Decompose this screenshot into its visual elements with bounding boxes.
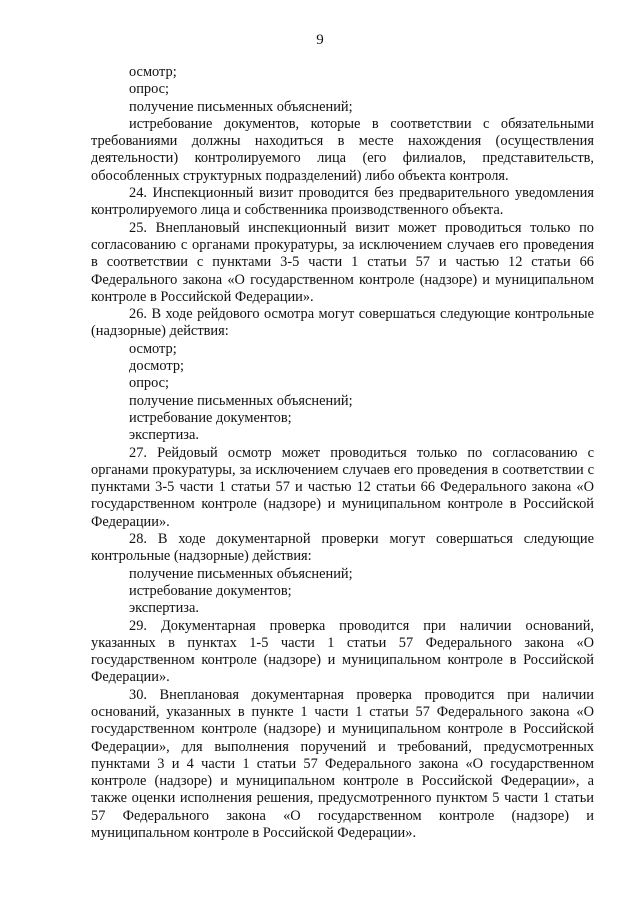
list-item: осмотр; [129, 64, 177, 80]
paragraph-25: 25. Внеплановый инспекционный визит может проводиться только по согласованию с органами прокуратуры, за исключением случаев его проведения в соответствии с пунктами 3-5 части 1 статьи 57 и частью 12 статьи 66 Федерального закона «О государственном контроле (надзоре) и муниципальном контроле в Российской Федерации». [91, 219, 594, 305]
list-item: истребование документов; [129, 409, 292, 426]
page-number: 9 [316, 32, 324, 48]
list-item: экспертиза. [129, 600, 199, 617]
paragraph-24: 24. Инспекционный визит проводится без предварительного уведомления контролируемого лица и собственника производственного объекта. [91, 185, 594, 219]
list-item: опрос; [129, 375, 170, 392]
list-item: истребование документов, которые в соответствии с обязательными требованиями должны находиться в месте нахождения (осуществления деятельности) контролируемого лица (его филиалов, представительств, обособленных структурных подразделений) либо объекта контроля. [91, 115, 594, 184]
list-item: досмотр; [129, 358, 185, 375]
document-body [91, 64, 594, 842]
list-item: осмотр; [129, 340, 177, 357]
list-item: получение письменных объяснений; [129, 392, 353, 409]
paragraph-27: 27. Рейдовый осмотр может проводиться только по согласованию с органами прокуратуры, за исключением случаев его проведения в соответствии с пунктами 3-5 части 1 статьи 57 и частью 12 статьи 66 Федерального закона «О государственном контроле (надзоре) и муниципальном контроле в Российской Федерации». [91, 444, 594, 530]
list-item: получение письменных объяснений; [129, 98, 353, 115]
paragraph-28: 28. В ходе документарной проверки могут совершаться следующие контрольные (надзорные) действия: [91, 531, 594, 565]
list-item: экспертиза. [129, 427, 199, 444]
list-item: получение письменных объяснений; [129, 565, 353, 582]
paragraph-29: 29. Документарная проверка проводится при наличии оснований, указанных в пунктах 1-5 части 1 статьи 57 Федерального закона «О государственном контроле (надзоре) и муниципальном контроле в Российской Федерации». [91, 617, 594, 686]
paragraph-30: 30. Внеплановая документарная проверка проводится при наличии оснований, указанных в пункте 1 части 1 статьи 57 Федерального закона «О государственном контроле (надзоре) и муниципальном контроле в Российской Федерации», для выполнения поручений и требований, предусмотренных пунктами 3 и 4 части 1 статьи 57 Федерального закона «О государственном контроле (надзоре) и муниципальном контроле в Российской Федерации», а также оценки исполнения решения, предусмотренного пунктом 5 части 1 статьи 57 Федерального закона «О государственном контроле (надзоре) и муниципальном контроле в Российской Федерации». [91, 686, 594, 842]
list-item: истребование документов; [129, 582, 292, 599]
list-item: опрос; [129, 81, 170, 98]
paragraph-26: 26. В ходе рейдового осмотра могут совершаться следующие контрольные (надзорные) действия: [91, 306, 594, 340]
